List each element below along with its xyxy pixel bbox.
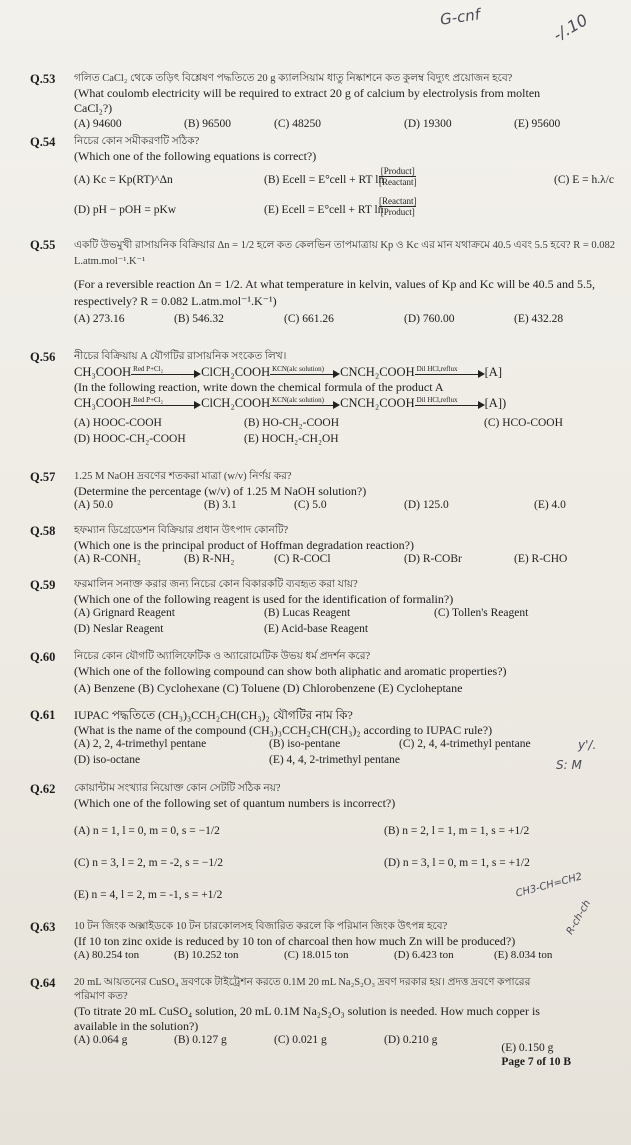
- question-text-bengali: 10 টন জিংক অক্সাইডকে 10 টন চারকোলসহ বিজারিত করলে কি পরিমান জিংক উৎপন্ন হবে?: [74, 921, 448, 932]
- option-e: (E) n = 4, l = 2, m = -1, s = +1/2: [74, 889, 223, 901]
- question-text-english: (What coulomb electricity will be required to extract 20 g of calcium by electrolysis from molten CaCl₂?): [74, 86, 541, 115]
- option-c: (C) 0.021 g: [274, 1034, 327, 1046]
- option-d: (D) 0.210 g: [384, 1034, 438, 1046]
- option-b-fraction: [Product] [Reactant]: [379, 166, 417, 187]
- question-number: Q.63: [30, 920, 56, 934]
- option-b: (B) Ecell = E°cell + RT ln: [264, 174, 385, 186]
- page-footer: [501, 1042, 571, 1068]
- option-c: (C) 18.015 ton: [284, 949, 349, 961]
- page-number: Page 7 of 10 B: [501, 1056, 571, 1068]
- question-text-bengali: IUPAC পদ্ধতিতে (CH₃)₃CCH₂CH(CH₃)₂ যৌগটির নাম কি?: [74, 708, 353, 722]
- option-e: (E) Ecell = E°cell + RT ln: [264, 204, 384, 216]
- option-b: (B) 10.252 ton: [174, 949, 239, 961]
- option-a: (A) 80.254 ton: [74, 949, 140, 961]
- option-d: (D) 760.00: [404, 313, 455, 325]
- option-a: (A) 2, 2, 4-trimethyl pentane: [74, 738, 207, 750]
- option-d: (D) n = 3, l = 0, m = 1, s = +1/2: [384, 857, 530, 869]
- option-b: (B) 0.127 g: [174, 1034, 227, 1046]
- question-text-english: (If 10 ton zinc oxide is reduced by 10 ton of charcoal then how much Zn will be produced?): [74, 934, 516, 948]
- question-56: [30, 350, 615, 462]
- question-number: Q.61: [30, 708, 56, 722]
- option-b: (B) Lucas Reagent: [264, 607, 351, 619]
- option-a: (A) Kc = Kp(RT)^Δn: [74, 174, 173, 186]
- question-text-bengali: কোয়ান্টাম সংখ্যার নিয়োক্ত কোন সেটটি সঠিক নয়?: [74, 783, 281, 794]
- option-a: (A) n = 1, l = 0, m = 0, s = −1/2: [74, 825, 220, 837]
- option-d: (D) 125.0: [404, 499, 449, 511]
- handwritten-side-4: R-ch-ch: [564, 898, 594, 937]
- option-c: (C) 5.0: [294, 499, 327, 511]
- question-number: Q.60: [30, 650, 56, 664]
- question-number: Q.56: [30, 350, 56, 364]
- option-c: (C) n = 3, l = 2, m = -2, s = −1/2: [74, 857, 224, 869]
- option-c: (C) E = h.λ/c: [554, 174, 614, 186]
- question-number: Q.58: [30, 524, 56, 538]
- question-text-english: (Determine the percentage (w/v) of 1.25 M NaOH solution?): [74, 484, 367, 498]
- option-d: (D) R-COBr: [404, 553, 462, 565]
- option-e: (E) Acid-base Reagent: [264, 623, 369, 635]
- option-b: (B) 3.1: [204, 499, 237, 511]
- question-54: [30, 135, 615, 230]
- question-57: [30, 470, 615, 520]
- question-text-bengali: একটি উভমুখী রাসায়নিক বিক্রিয়ার Δn = 1/2 হলে কত কেলভিন তাপমাত্রায় Kp ও Kc এর মান যথাক্রমে 40.5 এবং 5.5 হবে? R = 0.082 L.atm.mol⁻¹.K⁻¹: [74, 240, 615, 267]
- question-text-english: (For a reversible reaction Δn = 1/2. At what temperature in kelvin, values of Kp and Kc will be 40.5 and 5.5, respectively? R = 0.082 L.atm.mol⁻¹.K⁻¹): [74, 277, 596, 308]
- question-text-bengali: নীচের বিক্রিয়ায় A যৌগটির রাসায়নিক সংকেত লিখ।: [74, 351, 287, 362]
- option-c: (C) Tollen's Reagent: [434, 607, 529, 619]
- option-e: (E) R-CHO: [514, 553, 568, 565]
- question-58: [30, 524, 615, 574]
- question-text-english: (Which one of the following equations is correct?): [74, 149, 317, 163]
- option-c: (C) 2, 4, 4-trimethyl pentane: [399, 738, 531, 750]
- option-e: (E) 4, 4, 2-trimethyl pentane: [269, 754, 400, 766]
- option-b: (B) 96500: [184, 118, 231, 130]
- reaction-scheme-english: CH₃COOH Red P+Cl₂ ClCH₂COOH KCN(alc solution) CNCH₂COOH Dil HCl,reflux [A]): [74, 396, 507, 410]
- option-a: (A) Grignard Reagent: [74, 607, 175, 619]
- option-e: (E) 432.28: [514, 313, 564, 325]
- option-a: (A) 0.064 g: [74, 1034, 128, 1046]
- question-59: [30, 578, 615, 644]
- handwritten-side-3: CH3-CH=CH2: [514, 871, 584, 900]
- option-b: (B) HO-CH₂-COOH: [244, 417, 340, 429]
- handwritten-note-top: G-cnf: [438, 5, 482, 29]
- option-b: (B) 546.32: [174, 313, 224, 325]
- question-number: Q.64: [30, 976, 56, 990]
- option-d: (D) HOOC-CH₂-COOH: [74, 433, 186, 445]
- question-text-english: (What is the name of the compound (CH₃)₃CCH₂CH(CH₃)₂ according to IUPAC rule?): [74, 723, 493, 737]
- question-number: Q.57: [30, 470, 56, 484]
- question-number: Q.54: [30, 135, 56, 149]
- question-text-bengali: 1.25 M NaOH দ্রবণের শতকরা মাত্রা (w/v) নির্ণয় কর?: [74, 471, 292, 482]
- question-63: [30, 920, 615, 974]
- option-a: (A) HOOC-COOH: [74, 417, 162, 429]
- option-a: (A) 273.16: [74, 313, 125, 325]
- option-c: (C) 48250: [274, 118, 321, 130]
- question-60: [30, 650, 615, 700]
- question-61: [30, 708, 615, 774]
- question-text-english: (Which one of the following set of quantum numbers is incorrect?): [74, 796, 396, 810]
- question-text-english: (To titrate 20 mL CuSO₄ solution, 20 mL 0.1M Na₂S₂O₃ solution is needed. How much copper is available in the solution?): [74, 1004, 540, 1033]
- question-text-english: (Which one of the following reagent is used for the identification of formalin?): [74, 592, 454, 606]
- handwritten-score: -/.10: [549, 10, 591, 45]
- option-d: (D) pH − pOH = pKw: [74, 204, 177, 216]
- question-text-bengali: ফরমালিন সনাক্ত করার জন্য নিচের কোন বিকারকটি ব্যবহৃত করা যায়?: [74, 579, 358, 590]
- option-d: (D) Neslar Reagent: [74, 623, 164, 635]
- option-b: (B) n = 2, l = 1, m = 1, s = +1/2: [384, 825, 530, 837]
- option-c: (C) HCO-COOH: [484, 417, 563, 429]
- reaction-scheme: CH₃COOH Red P+Cl₂ ClCH₂COOH KCN(alc solution) CNCH₂COOH Dil HCl,reflux [A]: [74, 365, 502, 379]
- handwritten-side-1: y'/.: [578, 738, 597, 752]
- question-text-bengali: 20 mL আয়তনের CuSO₄ দ্রবণকে টাইট্রেশন করতে 0.1M 20 mL Na₂S₂O₃ দ্রবণ দরকার হয়। প্রদত্ত দ্রবণে কপারের পরিমাণ কত?: [74, 977, 531, 1002]
- question-text-bengali: নিচের কোন যৌগটি অ্যালিফেটিক ও অ্যারোমেটিক উভয় ধর্ম প্রদর্শন করে?: [74, 651, 371, 662]
- question-text-bengali: নিচের কোন সমীকরণটি সঠিক?: [74, 136, 200, 147]
- question-number: Q.62: [30, 782, 56, 796]
- option-c: (C) 661.26: [284, 313, 334, 325]
- option-e: (E) HOCH₂-CH₂OH: [244, 433, 339, 445]
- question-text-bengali: গলিত CaCl₂ থেকে তড়িৎ বিশ্লেষণ পদ্ধতিতে 20 g ক্যালসিয়াম ধাতু নিষ্কাশনে কত কুলম্ব বিদ্যুৎ প্রয়োজন হবে?: [74, 73, 513, 84]
- option-d: (D) 19300: [404, 118, 452, 130]
- question-number: Q.59: [30, 578, 56, 592]
- option-a: (A) 50.0: [74, 499, 113, 511]
- option-e: (E) 0.150 g: [501, 1042, 554, 1054]
- question-55: [30, 238, 615, 348]
- question-text-english: (Which one is the principal product of Hoffman degradation reaction?): [74, 538, 414, 552]
- option-c: (C) R-COCl: [274, 553, 331, 565]
- option-d: (D) 6.423 ton: [394, 949, 454, 961]
- option-b: (B) R-NH₂: [184, 553, 235, 565]
- question-53: [30, 72, 615, 140]
- option-e: (E) 8.034 ton: [494, 949, 553, 961]
- question-number: Q.53: [30, 72, 56, 86]
- question-text-english: (Which one of the following compound can show both aliphatic and aromatic properties?): [74, 664, 507, 678]
- option-a: (A) 94600: [74, 118, 122, 130]
- options-row: (A) Benzene (B) Cyclohexane (C) Toluene (D) Chlorobenzene (E) Cycloheptane: [74, 681, 463, 695]
- handwritten-side-2: S: M: [556, 758, 582, 772]
- option-d: (D) iso-octane: [74, 754, 141, 766]
- question-number: Q.55: [30, 238, 56, 252]
- option-e: (E) 4.0: [534, 499, 566, 511]
- question-62: [30, 782, 615, 918]
- option-e-fraction: [Reactant] [Product]: [379, 196, 417, 217]
- question-text-english: (In the following reaction, write down the chemical formula of the product A: [74, 380, 444, 394]
- option-b: (B) iso-pentane: [269, 738, 341, 750]
- question-text-bengali: হফম্যান ডিগ্রেডেশন বিক্রিয়ার প্রধান উৎপাদ কোনটি?: [74, 525, 289, 536]
- option-a: (A) R-CONH₂: [74, 553, 141, 565]
- option-e: (E) 95600: [514, 118, 561, 130]
